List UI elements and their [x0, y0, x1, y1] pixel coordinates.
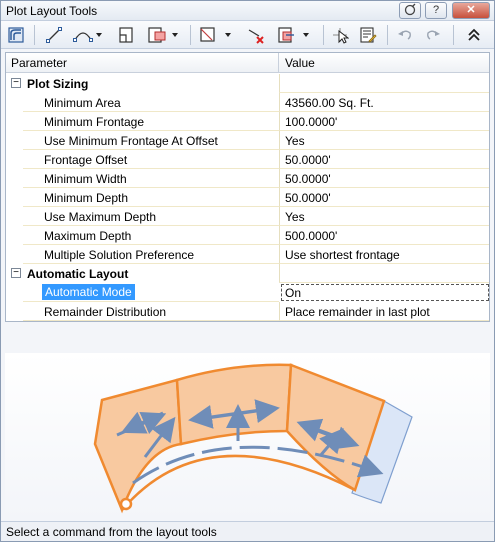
param-row-use-minimum-frontage-at-offset[interactable]: [6, 131, 489, 150]
delete-segment-icon: [247, 26, 265, 44]
param-name: Frontage Offset: [44, 153, 128, 167]
category-value-cell: [279, 74, 489, 93]
undo-button[interactable]: [394, 24, 416, 46]
parameter-grid: [5, 52, 490, 322]
status-text: Select a command from the layout tools: [6, 525, 217, 539]
plot-2: [177, 365, 291, 444]
grid-header: [6, 53, 489, 73]
parameter-column-header[interactable]: Parameter: [11, 56, 68, 70]
plot-layout-tools-button[interactable]: [5, 24, 27, 46]
redo-button[interactable]: [422, 24, 444, 46]
window-title: Plot Layout Tools: [6, 4, 98, 18]
edit-table-icon: [359, 26, 377, 44]
collapse-button[interactable]: [463, 24, 485, 46]
param-value[interactable]: Use shortest frontage: [285, 248, 400, 262]
param-value[interactable]: 100.0000': [285, 115, 338, 129]
arc-dropdown-button[interactable]: [71, 24, 105, 46]
delete-segment-button[interactable]: [245, 24, 267, 46]
toolbar-separator: [387, 25, 388, 45]
param-row-use-maximum-depth[interactable]: [6, 207, 489, 226]
toolbar-separator: [323, 25, 324, 45]
value-column-header[interactable]: Value: [285, 56, 315, 70]
polygon-dropdown-icon: [198, 26, 236, 44]
param-name: Minimum Width: [44, 172, 127, 186]
param-value[interactable]: 50.0000': [285, 172, 331, 186]
plot-layout-tools-icon: [7, 26, 25, 44]
help-button[interactable]: [425, 2, 447, 19]
restore-button[interactable]: [399, 2, 421, 19]
param-value[interactable]: Yes: [285, 134, 305, 148]
column-divider[interactable]: [278, 53, 279, 73]
param-name: Minimum Area: [44, 96, 121, 110]
param-row-frontage-offset[interactable]: [6, 150, 489, 169]
param-value[interactable]: 43560.00 Sq. Ft.: [285, 96, 374, 110]
param-value[interactable]: Place remainder in last plot: [285, 305, 430, 319]
line-button[interactable]: [43, 24, 65, 46]
param-value-editor[interactable]: On: [281, 284, 489, 301]
param-row-minimum-width[interactable]: [6, 169, 489, 188]
edit-table-button[interactable]: [357, 24, 379, 46]
param-row-maximum-depth[interactable]: [6, 226, 489, 245]
undo-icon: [396, 26, 414, 44]
automatic-layout-illustration: [5, 353, 490, 519]
param-row-minimum-depth[interactable]: [6, 188, 489, 207]
layout-preview: [5, 353, 490, 519]
category-label: Plot Sizing: [27, 77, 89, 91]
param-name: Minimum Depth: [44, 191, 129, 205]
edit-dropdown-icon: [276, 26, 314, 44]
category-automatic-layout[interactable]: [6, 264, 489, 283]
param-row-remainder-distribution[interactable]: [6, 302, 489, 321]
category-label: Automatic Layout: [27, 267, 129, 281]
plot-1: [95, 380, 181, 510]
select-icon: [331, 26, 349, 44]
collapse-toggle-icon[interactable]: −: [11, 78, 21, 88]
category-value-cell: [279, 264, 489, 283]
param-row-minimum-area[interactable]: [6, 93, 489, 112]
frontage-button[interactable]: [115, 24, 137, 46]
param-row-automatic-mode[interactable]: [6, 283, 489, 302]
param-row-multiple-solution-preference[interactable]: [6, 245, 489, 264]
select-button[interactable]: [329, 24, 351, 46]
toolbar-separator: [453, 25, 454, 45]
collapse-icon: [465, 26, 483, 44]
param-name: Multiple Solution Preference: [44, 248, 195, 262]
frontage-icon: [117, 26, 135, 44]
start-point-marker: [121, 499, 131, 509]
redo-icon: [424, 26, 442, 44]
close-icon: ✕: [466, 4, 476, 16]
toolbar-separator: [190, 25, 191, 45]
param-value[interactable]: Yes: [285, 210, 305, 224]
help-icon: ?: [432, 4, 440, 16]
param-value[interactable]: 50.0000': [285, 153, 331, 167]
polygon-dropdown-button[interactable]: [197, 24, 237, 46]
slide-angle-dropdown-icon: [146, 26, 182, 44]
value-cell[interactable]: [279, 131, 489, 150]
close-button[interactable]: [452, 2, 490, 19]
restore-icon: [402, 3, 418, 17]
toolbar-separator: [34, 25, 35, 45]
title-bar[interactable]: [1, 1, 494, 21]
collapse-toggle-icon[interactable]: −: [11, 268, 21, 278]
category-plot-sizing[interactable]: [6, 74, 489, 93]
param-name: Maximum Depth: [44, 229, 132, 243]
param-name-selected: Automatic Mode: [42, 284, 135, 300]
line-icon: [45, 26, 63, 44]
edit-dropdown-button[interactable]: [275, 24, 315, 46]
param-name: Use Minimum Frontage At Offset: [44, 134, 218, 148]
param-value[interactable]: 50.0000': [285, 191, 331, 205]
slide-angle-dropdown-button[interactable]: [145, 24, 183, 46]
arc-dropdown-icon: [72, 26, 104, 44]
param-name: Minimum Frontage: [44, 115, 145, 129]
param-name: Use Maximum Depth: [44, 210, 157, 224]
param-name: Remainder Distribution: [44, 305, 167, 319]
toolbar: [1, 21, 494, 49]
status-bar: [1, 521, 494, 541]
param-value[interactable]: 500.0000': [285, 229, 338, 243]
value-cell[interactable]: [279, 207, 489, 226]
param-row-minimum-frontage[interactable]: [6, 112, 489, 131]
